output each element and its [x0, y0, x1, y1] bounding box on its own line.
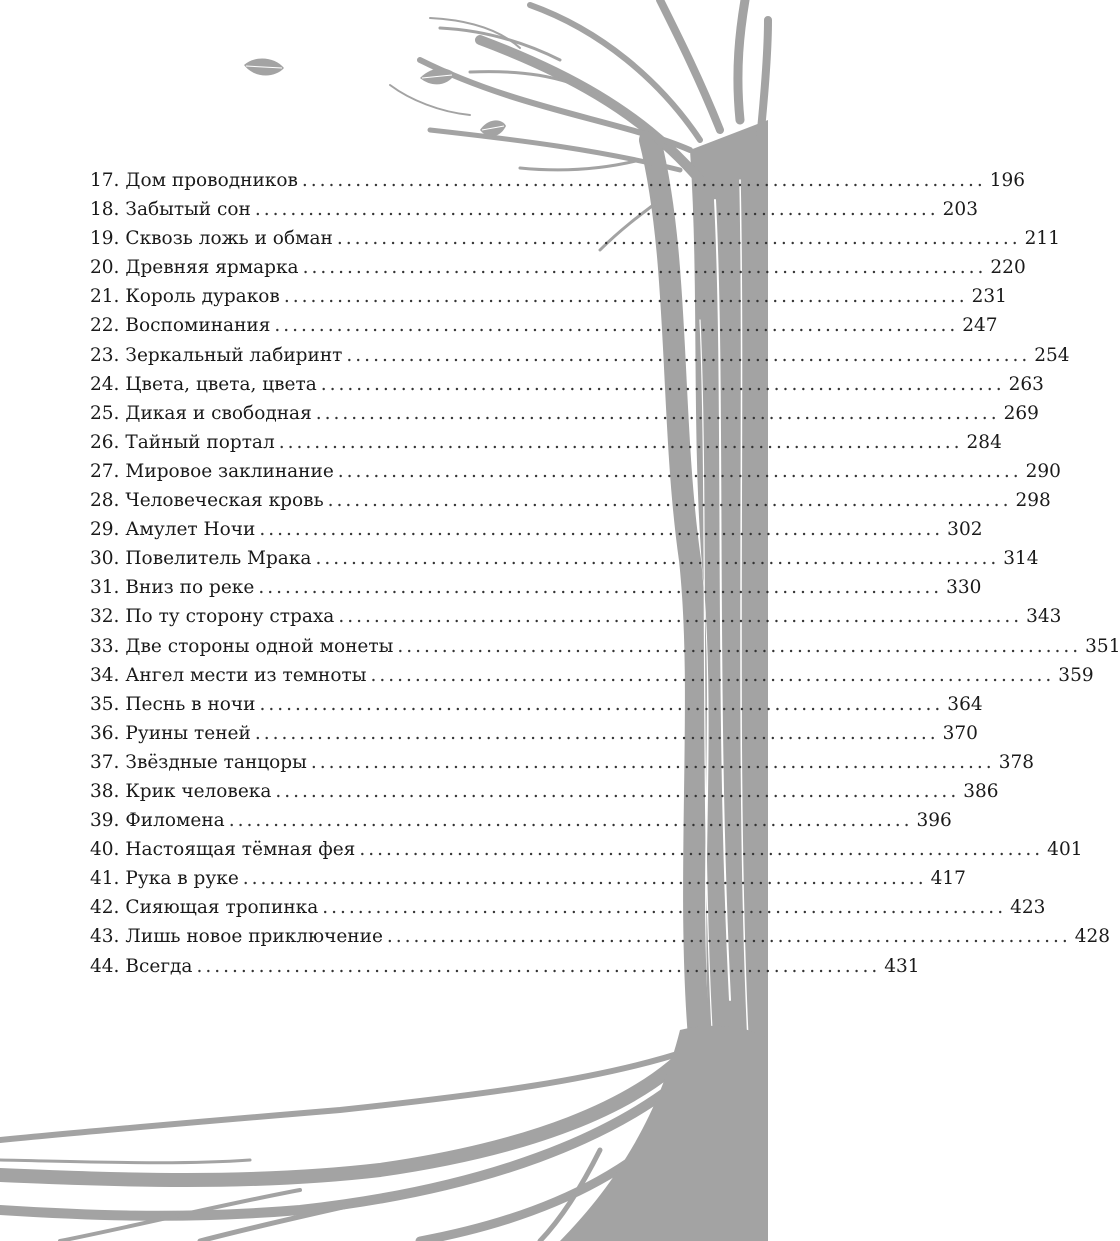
- dot-leader: .............................................................................: [327, 490, 1012, 512]
- toc-entry[interactable]: [90, 952, 920, 981]
- toc-entry[interactable]: [90, 341, 1070, 370]
- chapter-title: Ангел мести из темноты: [125, 664, 367, 686]
- dot-leader: .............................................................................: [242, 868, 927, 890]
- chapter-title: Воспоминания: [125, 315, 271, 337]
- chapter-title: Король дураков: [125, 286, 280, 308]
- toc-entry[interactable]: [90, 777, 999, 806]
- chapter-number: 25.: [90, 402, 120, 424]
- page-number: 298: [1015, 490, 1051, 512]
- toc-entry[interactable]: [90, 399, 1039, 428]
- chapter-title: Песнь в ночи: [125, 693, 256, 715]
- chapter-number: 28.: [90, 490, 120, 512]
- dot-leader: .............................................................................: [278, 431, 963, 453]
- chapter-title: Вниз по реке: [125, 577, 255, 599]
- toc-entry[interactable]: [90, 195, 978, 224]
- chapter-title: Сквозь ложь и обман: [125, 228, 333, 250]
- dot-leader: .............................................................................: [228, 810, 913, 832]
- dot-leader: .............................................................................: [370, 664, 1055, 686]
- dot-leader: .............................................................................: [397, 635, 1082, 657]
- toc-entry[interactable]: [90, 922, 1111, 951]
- chapter-number: 33.: [90, 635, 120, 657]
- dot-leader: .............................................................................: [315, 402, 1000, 424]
- chapter-number: 29.: [90, 519, 120, 541]
- toc-entry[interactable]: [90, 428, 1002, 457]
- dot-leader: .............................................................................: [386, 926, 1071, 948]
- toc-entry[interactable]: [90, 864, 966, 893]
- chapter-title: Крик человека: [125, 780, 272, 802]
- page-number: 220: [990, 257, 1026, 279]
- page-number: 263: [1008, 373, 1044, 395]
- page-number: 211: [1024, 228, 1060, 250]
- chapter-title: Дикая и свободная: [125, 402, 312, 424]
- page-number: 247: [962, 315, 998, 337]
- toc-entry[interactable]: [90, 166, 1026, 195]
- page-number: 284: [966, 431, 1002, 453]
- toc-entry[interactable]: [90, 253, 1026, 282]
- chapter-title: Рука в руке: [125, 868, 239, 890]
- chapter-title: Древняя ярмарка: [125, 257, 299, 279]
- page-number: 269: [1003, 402, 1039, 424]
- toc-entry[interactable]: [90, 893, 1046, 922]
- chapter-number: 41.: [90, 868, 120, 890]
- page-number: 396: [916, 810, 952, 832]
- chapter-title: Амулет Ночи: [125, 519, 256, 541]
- dot-leader: .............................................................................: [274, 315, 959, 337]
- page-number: 351: [1085, 635, 1120, 657]
- chapter-number: 19.: [90, 228, 120, 250]
- toc-entry[interactable]: [90, 282, 1007, 311]
- chapter-title: Лишь новое приключение: [125, 926, 383, 948]
- chapter-number: 32.: [90, 606, 120, 628]
- chapter-title: Человеческая кровь: [125, 490, 324, 512]
- page-number: 290: [1025, 460, 1061, 482]
- page-number: 417: [930, 868, 966, 890]
- page-number: 231: [971, 286, 1007, 308]
- dot-leader: .............................................................................: [196, 955, 881, 977]
- chapter-number: 36.: [90, 722, 120, 744]
- chapter-number: 23.: [90, 344, 120, 366]
- chapter-number: 26.: [90, 431, 120, 453]
- chapter-title: По ту сторону страха: [125, 606, 335, 628]
- dot-leader: .............................................................................: [275, 780, 960, 802]
- page-number: 302: [947, 519, 983, 541]
- page-number: 330: [946, 577, 982, 599]
- toc-entry[interactable]: [90, 515, 983, 544]
- page-number: 364: [947, 693, 983, 715]
- dot-leader: .............................................................................: [283, 286, 968, 308]
- dot-leader: .............................................................................: [254, 199, 939, 221]
- page-number: 431: [884, 955, 920, 977]
- chapter-number: 30.: [90, 548, 120, 570]
- dot-leader: .............................................................................: [346, 344, 1031, 366]
- dot-leader: .............................................................................: [310, 751, 995, 773]
- chapter-title: Дом проводников: [125, 170, 298, 191]
- page-number: 401: [1047, 839, 1083, 861]
- toc-entry[interactable]: [90, 661, 1094, 690]
- chapter-title: Филомена: [125, 810, 225, 832]
- dot-leader: .............................................................................: [254, 722, 939, 744]
- chapter-number: 34.: [90, 664, 120, 686]
- toc-entry[interactable]: [90, 370, 1044, 399]
- dot-leader: .............................................................................: [301, 170, 986, 191]
- dot-leader: .............................................................................: [359, 839, 1044, 861]
- chapter-title: Сияющая тропинка: [125, 897, 319, 919]
- toc-entry[interactable]: [90, 632, 1120, 661]
- page-number: 254: [1034, 344, 1070, 366]
- toc-entry[interactable]: [90, 719, 978, 748]
- toc-entry[interactable]: [90, 311, 998, 340]
- toc-entry[interactable]: [90, 457, 1061, 486]
- chapter-number: 44.: [90, 955, 120, 977]
- toc-entry[interactable]: [90, 748, 1034, 777]
- dot-leader: .............................................................................: [315, 548, 1000, 570]
- page-number: 423: [1010, 897, 1046, 919]
- page-number: 359: [1058, 664, 1094, 686]
- dot-leader: .............................................................................: [338, 606, 1023, 628]
- chapter-title: Зеркальный лабиринт: [125, 344, 343, 366]
- chapter-number: 43.: [90, 926, 120, 948]
- chapter-title: Мировое заклинание: [125, 460, 334, 482]
- chapter-number: 40.: [90, 839, 120, 861]
- toc-entry[interactable]: [90, 224, 1060, 253]
- chapter-number: 31.: [90, 577, 120, 599]
- dot-leader: .............................................................................: [337, 460, 1022, 482]
- toc-entry[interactable]: [90, 806, 952, 835]
- table-of-contents: [90, 166, 1120, 981]
- chapter-title: Цвета, цвета, цвета: [125, 373, 317, 395]
- dot-leader: .............................................................................: [259, 693, 944, 715]
- chapter-title: Настоящая тёмная фея: [125, 839, 356, 861]
- toc-entry[interactable]: [90, 835, 1083, 864]
- chapter-number: 21.: [90, 286, 120, 308]
- chapter-number: 24.: [90, 373, 120, 395]
- chapter-number: 38.: [90, 780, 120, 802]
- chapter-number: 17.: [90, 170, 120, 191]
- chapter-title: Забытый сон: [125, 199, 251, 221]
- page-number: 428: [1074, 926, 1111, 948]
- chapter-number: 20.: [90, 257, 120, 279]
- chapter-title: Всегда: [125, 955, 193, 977]
- chapter-number: 39.: [90, 810, 120, 832]
- toc-entry[interactable]: [90, 486, 1051, 515]
- chapter-title: Тайный портал: [125, 431, 275, 453]
- page-number: 343: [1026, 606, 1062, 628]
- chapter-number: 35.: [90, 693, 120, 715]
- toc-entry[interactable]: [90, 690, 983, 719]
- page-number: 314: [1003, 548, 1039, 570]
- chapter-title: Руины теней: [125, 722, 251, 744]
- chapter-number: 37.: [90, 751, 120, 773]
- dot-leader: .............................................................................: [320, 373, 1005, 395]
- toc-entry[interactable]: [90, 602, 1062, 631]
- page-number: 196: [989, 170, 1026, 191]
- dot-leader: .............................................................................: [259, 519, 944, 541]
- chapter-title: Повелитель Мрака: [125, 548, 312, 570]
- page-number: 378: [998, 751, 1034, 773]
- toc-entry[interactable]: [90, 544, 1039, 573]
- chapter-title: Звёздные танцоры: [125, 751, 307, 773]
- chapter-number: 22.: [90, 315, 120, 337]
- toc-entry[interactable]: [90, 573, 982, 602]
- chapter-title: Две стороны одной монеты: [125, 635, 394, 657]
- chapter-number: 27.: [90, 460, 120, 482]
- chapter-number: 42.: [90, 897, 120, 919]
- chapter-number: 18.: [90, 199, 120, 221]
- page-number: 203: [942, 199, 978, 221]
- dot-leader: .............................................................................: [322, 897, 1007, 919]
- page-number: 370: [942, 722, 978, 744]
- dot-leader: .............................................................................: [302, 257, 987, 279]
- dot-leader: .............................................................................: [258, 577, 943, 599]
- page-number: 386: [963, 780, 999, 802]
- dot-leader: .............................................................................: [336, 228, 1021, 250]
